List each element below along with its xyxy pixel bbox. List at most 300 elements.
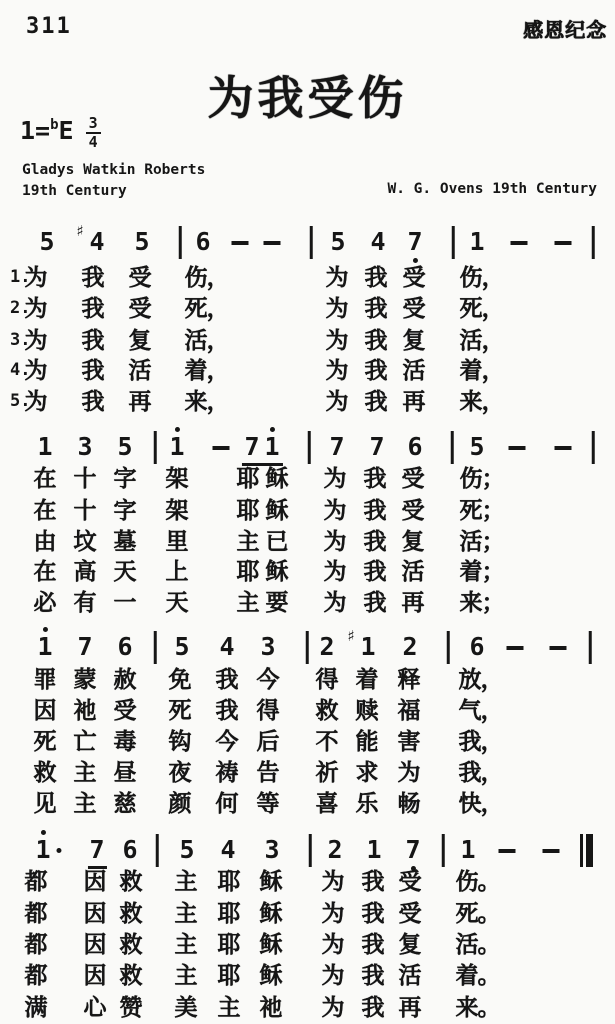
barline — [306, 631, 309, 664]
lyric-syllable: 主 — [174, 931, 198, 957]
lyric-syllable: 美 — [174, 994, 198, 1020]
lyric-syllable: 我 — [361, 994, 385, 1020]
lyric-syllable: 死 — [33, 728, 57, 754]
lyric-syllable: 来 。 — [455, 994, 501, 1020]
lyric-syllable: 为 — [323, 528, 347, 554]
note-1: 1 — [35, 837, 50, 863]
lyric-syllable: 耶 — [236, 558, 260, 584]
lyric-syllable: 救 — [119, 962, 143, 988]
lyricist-era: 19th Century — [22, 183, 127, 199]
lyric-syllable: 钩 — [168, 728, 192, 754]
barline — [442, 834, 445, 867]
barline — [452, 226, 455, 259]
lyric-syllable: 都 — [24, 900, 48, 926]
lyric-syllable: 今 — [256, 666, 280, 692]
lyric-syllable: 里 — [165, 528, 189, 554]
lyric-syllable: 稣 — [259, 962, 283, 988]
lyric-syllable: 受 — [401, 497, 425, 523]
note-6: 6 — [469, 632, 485, 661]
note-6: 6 — [195, 227, 211, 256]
lyric-syllable: 受 — [398, 900, 422, 926]
lyric-syllable: 我 — [363, 465, 387, 491]
duration-dash — [213, 446, 230, 450]
lyric-syllable: 祂 — [259, 994, 283, 1020]
lyric-syllable: 乐 — [355, 790, 379, 816]
lyric-syllable: 死 ， — [184, 295, 230, 321]
lyric-syllable: 主 — [174, 962, 198, 988]
lyricist — [22, 160, 205, 202]
lyric-syllable: 活 — [128, 357, 152, 383]
note-2: 2 — [327, 835, 343, 864]
note-row-system-3 — [0, 627, 615, 670]
lyric-syllable: 我 — [363, 528, 387, 554]
lyric-syllable: 活 — [401, 558, 425, 584]
lyric-syllable: 来 ； — [459, 589, 505, 615]
lyric-syllable: 我 — [364, 295, 388, 321]
lyric-syllable: 我 — [81, 295, 105, 321]
lyric-syllable: 为 — [325, 388, 349, 414]
note-7: 7 — [405, 837, 420, 863]
lyric-syllable: 耶 — [236, 497, 260, 523]
lyric-syllable: 我 — [81, 357, 105, 383]
note-7: 7 — [244, 434, 259, 460]
lyric-syllable: 来 ， — [459, 388, 505, 414]
lyric-syllable: 因 — [33, 697, 57, 723]
lyric-syllable: 在 — [33, 465, 57, 491]
lyric-syllable: 再 — [401, 589, 425, 615]
lyric-syllable: 再 — [128, 388, 152, 414]
lyric-punctuation: ， — [481, 357, 505, 383]
lyric-syllable: 我 — [81, 264, 105, 290]
duration-dash — [509, 446, 526, 450]
lyric-syllable: 满 — [24, 994, 48, 1020]
lyric-syllable: 必 — [33, 589, 57, 615]
lyric-syllable: 福 — [397, 697, 421, 723]
note-1: 1 — [169, 434, 184, 460]
lyric-syllable: 因 — [83, 900, 107, 926]
verse-number: 5. — [10, 391, 31, 411]
lyric-syllable: 天 — [113, 558, 137, 584]
lyric-punctuation: ， — [480, 790, 504, 816]
lyric-syllable: 主 — [217, 994, 241, 1020]
lyric-syllable: 我 — [361, 931, 385, 957]
lyric-syllable: 已 — [265, 528, 289, 554]
duration-dash — [507, 646, 524, 650]
lyric-syllable: 天 — [165, 589, 189, 615]
duration-dash — [232, 241, 249, 245]
note-5: 5 — [39, 227, 55, 256]
note-1: 1 — [37, 432, 53, 461]
lyric-syllable: 因 — [83, 868, 107, 894]
lyric-syllable: 耶 — [217, 931, 241, 957]
lyric-syllable: 受 — [402, 295, 426, 321]
lyric-syllable: 一 — [113, 589, 137, 615]
lyric-syllable: 救 — [119, 931, 143, 957]
flat-sign: b — [50, 117, 59, 133]
lyric-syllable: 再 — [402, 388, 426, 414]
lyric-syllable: 死 ； — [459, 497, 505, 523]
lyric-syllable: 祷 — [215, 759, 239, 785]
duration-dash — [499, 849, 516, 853]
verse-number: 2. — [10, 298, 31, 318]
verse-number: 3. — [10, 330, 31, 350]
note-7: 7 — [369, 432, 385, 461]
lyric-syllable: 活 ； — [459, 528, 505, 554]
lyricist-name: Gladys Watkin Roberts — [22, 162, 206, 178]
barline — [589, 631, 592, 664]
lyric-syllable: 字 — [113, 497, 137, 523]
lyric-syllable: 受 — [398, 868, 422, 894]
final-barline-thick — [586, 834, 593, 867]
lyric-syllable: 受 — [128, 264, 152, 290]
lyric-syllable: 死 ， — [459, 295, 505, 321]
lyric-punctuation: 。 — [477, 994, 501, 1020]
octave-dot-above — [175, 427, 180, 432]
lyric-syllable: 见 — [33, 790, 57, 816]
lyric-row-verse-4 — [0, 962, 615, 998]
lyric-syllable: 蒙 — [73, 666, 97, 692]
lyric-syllable: 颜 — [168, 790, 192, 816]
lyric-syllable: 释 — [397, 666, 421, 692]
lyric-syllable: 稣 — [259, 900, 283, 926]
barline — [308, 431, 311, 464]
note-3: 3 — [264, 835, 280, 864]
lyric-syllable: 为 — [321, 931, 345, 957]
lyric-syllable: 不 — [315, 728, 339, 754]
note-7: 7 — [77, 632, 93, 661]
key-prefix: 1= — [20, 116, 51, 145]
lyric-syllable: 坟 — [73, 528, 97, 554]
lyric-syllable: 在 — [33, 558, 57, 584]
lyric-syllable: 来 ， — [184, 388, 230, 414]
category-label: 感恩纪念 — [523, 20, 607, 42]
lyric-syllable: 昼 — [113, 759, 137, 785]
note-5: 5 — [134, 227, 150, 256]
lyric-syllable: 复 — [401, 528, 425, 554]
lyric-syllable: 字 — [113, 465, 137, 491]
lyric-syllable: 我 — [361, 900, 385, 926]
lyric-syllable: 后 — [256, 728, 280, 754]
lyric-syllable: 稣 — [265, 497, 289, 523]
lyric-syllable: 死 。 — [455, 900, 501, 926]
final-barline-thin — [580, 834, 583, 867]
lyric-syllable: 我 — [215, 697, 239, 723]
lyric-syllable: 救 — [33, 759, 57, 785]
verse-number: 1. — [10, 267, 31, 287]
barline — [154, 431, 157, 464]
note-1: 1 — [366, 835, 382, 864]
lyric-row-verse-5 — [0, 589, 615, 625]
lyric-punctuation: ； — [481, 528, 505, 554]
barline — [592, 431, 595, 464]
lyric-punctuation: ， — [480, 697, 504, 723]
note-2: 2 — [319, 632, 335, 661]
lyric-row-verse-1 — [0, 465, 615, 501]
lyric-syllable: 主 — [73, 790, 97, 816]
lyric-syllable: 为 — [321, 994, 345, 1020]
lyric-syllable: 我 — [363, 497, 387, 523]
lyric-syllable: 伤 ， — [184, 264, 230, 290]
lyric-syllable: 主 — [236, 528, 260, 554]
note-6: 6 — [117, 632, 133, 661]
note-5: 5 — [117, 432, 133, 461]
lyric-syllable: 祂 — [73, 697, 97, 723]
lyric-syllable: 今 — [215, 728, 239, 754]
lyric-syllable: 活 。 — [455, 931, 501, 957]
note-1: 1 — [37, 634, 52, 660]
meter-numerator: 3 — [88, 114, 98, 132]
lyric-syllable: 我 — [363, 589, 387, 615]
note-7: 7 — [89, 837, 104, 863]
lyric-syllable: 主 — [174, 900, 198, 926]
lyric-syllable: 墓 — [113, 528, 137, 554]
lyric-syllable: 复 — [128, 327, 152, 353]
lyric-syllable: 为 — [323, 558, 347, 584]
sharp-sign: ♯ — [347, 627, 355, 645]
lyric-syllable: 救 — [119, 868, 143, 894]
lyric-syllable: 都 — [24, 868, 48, 894]
lyric-syllable: 复 — [402, 327, 426, 353]
lyric-punctuation: ； — [481, 465, 505, 491]
lyric-syllable: 要 — [265, 589, 289, 615]
lyric-syllable: 受 — [113, 697, 137, 723]
lyric-syllable: 上 — [165, 558, 189, 584]
lyric-syllable: 着 。 — [455, 962, 501, 988]
lyric-syllable: 我 — [363, 558, 387, 584]
lyric-syllable: 高 — [73, 558, 97, 584]
note-5: 5 — [179, 835, 195, 864]
lyric-syllable: 死 — [168, 697, 192, 723]
lyric-punctuation: ， — [481, 327, 505, 353]
final-barline — [580, 834, 594, 867]
verse-number: 4. — [10, 360, 31, 380]
lyric-syllable: 毒 — [113, 728, 137, 754]
lyric-syllable: 十 — [73, 497, 97, 523]
lyric-punctuation: ， — [481, 295, 505, 321]
lyric-syllable: 求 — [355, 759, 379, 785]
lyric-syllable: 害 — [397, 728, 421, 754]
meter-denominator: 4 — [86, 132, 101, 150]
lyric-punctuation: 。 — [477, 962, 501, 988]
duration-dash — [555, 446, 572, 450]
lyric-syllable: 等 — [256, 790, 280, 816]
lyric-syllable: 救 — [315, 697, 339, 723]
lyric-syllable: 罪 — [33, 666, 57, 692]
lyric-syllable: 为 — [321, 868, 345, 894]
lyric-syllable: 亡 — [73, 728, 97, 754]
lyric-syllable: 我 — [364, 264, 388, 290]
lyric-row-verse-1 — [0, 868, 615, 904]
lyric-syllable: 稣 — [265, 465, 289, 491]
lyric-syllable: 都 — [24, 931, 48, 957]
lyric-syllable: 受 — [128, 295, 152, 321]
note-1: 1 ♯ — [347, 627, 376, 661]
duration-dash — [511, 241, 528, 245]
lyric-syllable: 架 — [165, 465, 189, 491]
barline — [592, 226, 595, 259]
lyric-punctuation: ； — [481, 589, 505, 615]
lyric-punctuation: ， — [480, 666, 504, 692]
duration-dash — [550, 646, 567, 650]
lyric-syllable: 着 ； — [459, 558, 505, 584]
lyric-syllable: 复 — [398, 931, 422, 957]
lyric-syllable: 得 — [256, 697, 280, 723]
lyric-punctuation: ， — [480, 728, 504, 754]
lyric-punctuation: 。 — [477, 868, 501, 894]
lyric-syllable: 有 — [73, 589, 97, 615]
lyric-syllable: 稣 — [259, 931, 283, 957]
octave-dot-below — [413, 258, 418, 263]
barline — [179, 226, 182, 259]
note-4: 4 — [370, 227, 386, 256]
note-1: 1 — [469, 227, 485, 256]
lyric-syllable: 气 ， — [458, 697, 504, 723]
lyric-syllable: 赦 — [113, 666, 137, 692]
hymn-title: 为我受伤 — [207, 72, 408, 124]
sharp-sign: ♯ — [76, 222, 84, 240]
lyric-syllable: 着 ， — [459, 357, 505, 383]
lyric-syllable: 畅 — [397, 790, 421, 816]
lyric-syllable: 架 — [165, 497, 189, 523]
lyric-syllable: 伤 。 — [455, 868, 501, 894]
lyric-syllable: 主 — [174, 868, 198, 894]
note-1: 1 — [264, 434, 279, 460]
barline — [447, 631, 450, 664]
lyric-syllable: 耶 — [236, 465, 260, 491]
lyric-syllable: 十 — [73, 465, 97, 491]
lyric-punctuation: 。 — [477, 900, 501, 926]
lyric-syllable: 为 — [325, 264, 349, 290]
lyric-syllable: 活 ， — [459, 327, 505, 353]
lyric-syllable: 在 — [33, 497, 57, 523]
lyric-syllable: 为 — [323, 497, 347, 523]
time-signature — [86, 116, 101, 150]
lyric-punctuation: ， — [206, 295, 230, 321]
lyric-syllable: 赎 — [355, 697, 379, 723]
lyric-syllable: 为 — [325, 327, 349, 353]
lyric-syllable: 为 — [321, 900, 345, 926]
lyric-syllable: 为 — [24, 295, 48, 321]
lyric-syllable: 耶 — [217, 868, 241, 894]
duration-dash — [555, 241, 572, 245]
lyric-syllable: 为 — [24, 357, 48, 383]
lyric-syllable: 再 — [398, 994, 422, 1020]
lyric-syllable: 为 — [321, 962, 345, 988]
lyric-row-verse-2 — [0, 295, 615, 331]
lyric-syllable: 为 — [325, 357, 349, 383]
lyric-syllable: 我 ， — [458, 728, 504, 754]
note-row-system-1 — [0, 222, 615, 265]
lyric-syllable: 耶 — [217, 962, 241, 988]
barline — [310, 226, 313, 259]
lyric-syllable: 心 — [83, 994, 107, 1020]
lyric-row-verse-5 — [0, 994, 615, 1024]
lyric-syllable: 由 — [33, 528, 57, 554]
lyric-punctuation: ； — [481, 497, 505, 523]
note-4: 4 — [219, 632, 235, 661]
lyric-syllable: 受 — [402, 264, 426, 290]
octave-dot-above — [41, 830, 46, 835]
lyric-syllable: 都 — [24, 962, 48, 988]
lyric-syllable: 我 — [364, 357, 388, 383]
lyric-syllable: 告 — [256, 759, 280, 785]
lyric-syllable: 祈 — [315, 759, 339, 785]
lyric-syllable: 能 — [355, 728, 379, 754]
lyric-syllable: 何 — [215, 790, 239, 816]
lyric-syllable: 为 — [323, 589, 347, 615]
note-5: 5 — [174, 632, 190, 661]
octave-dot-above — [270, 427, 275, 432]
lyric-syllable: 免 — [168, 666, 192, 692]
lyric-syllable: 着 ， — [184, 357, 230, 383]
lyric-punctuation: ， — [206, 388, 230, 414]
lyric-syllable: 为 — [24, 327, 48, 353]
lyric-syllable: 夜 — [168, 759, 192, 785]
lyric-syllable: 我 — [361, 868, 385, 894]
lyric-syllable: 赞 — [119, 994, 143, 1020]
lyric-punctuation: ， — [481, 264, 505, 290]
lyric-syllable: 为 — [24, 388, 48, 414]
note-4: 4 ♯ — [76, 222, 105, 256]
lyric-syllable: 我 — [81, 388, 105, 414]
lyric-punctuation: ， — [206, 327, 230, 353]
page-number: 311 — [26, 14, 72, 39]
lyric-punctuation: ， — [206, 264, 230, 290]
lyric-syllable: 伤 ， — [459, 264, 505, 290]
lyric-syllable: 我 — [364, 388, 388, 414]
note-7: 7 — [329, 432, 345, 461]
lyric-row-verse-5 — [0, 388, 615, 424]
lyric-syllable: 为 — [24, 264, 48, 290]
lyric-syllable: 因 — [83, 962, 107, 988]
lyric-row-verse-5 — [0, 790, 615, 826]
lyric-punctuation: ， — [481, 388, 505, 414]
barline — [309, 834, 312, 867]
note-1: 1 — [460, 835, 476, 864]
lyric-syllable: 活 — [402, 357, 426, 383]
note-4: 4 — [220, 835, 236, 864]
lyric-syllable: 慈 — [113, 790, 137, 816]
barline — [154, 631, 157, 664]
lyric-syllable: 救 — [119, 900, 143, 926]
lyric-syllable: 因 — [83, 931, 107, 957]
lyric-syllable: 喜 — [315, 790, 339, 816]
note-6: 6 — [407, 432, 423, 461]
lyric-syllable: 着 — [355, 666, 379, 692]
barline — [156, 834, 159, 867]
lyric-syllable: 稣 — [259, 868, 283, 894]
lyric-syllable: 稣 — [265, 558, 289, 584]
lyric-syllable: 活 ， — [184, 327, 230, 353]
lyric-syllable: 为 — [397, 759, 421, 785]
note-7: 7 — [407, 229, 422, 255]
lyric-syllable: 受 — [401, 465, 425, 491]
lyric-syllable: 得 — [315, 666, 339, 692]
barline — [451, 431, 454, 464]
octave-dot-above — [43, 627, 48, 632]
lyric-punctuation: ， — [480, 759, 504, 785]
lyric-syllable: 活 — [398, 962, 422, 988]
lyric-syllable: 主 — [73, 759, 97, 785]
note-6: 6 — [122, 835, 138, 864]
note-5: 5 — [469, 432, 485, 461]
lyric-punctuation: ； — [481, 558, 505, 584]
lyric-punctuation: ， — [206, 357, 230, 383]
augmentation-dot — [57, 848, 62, 853]
note-3: 3 — [77, 432, 93, 461]
note-2: 2 — [402, 632, 418, 661]
note-3: 3 — [260, 632, 276, 661]
